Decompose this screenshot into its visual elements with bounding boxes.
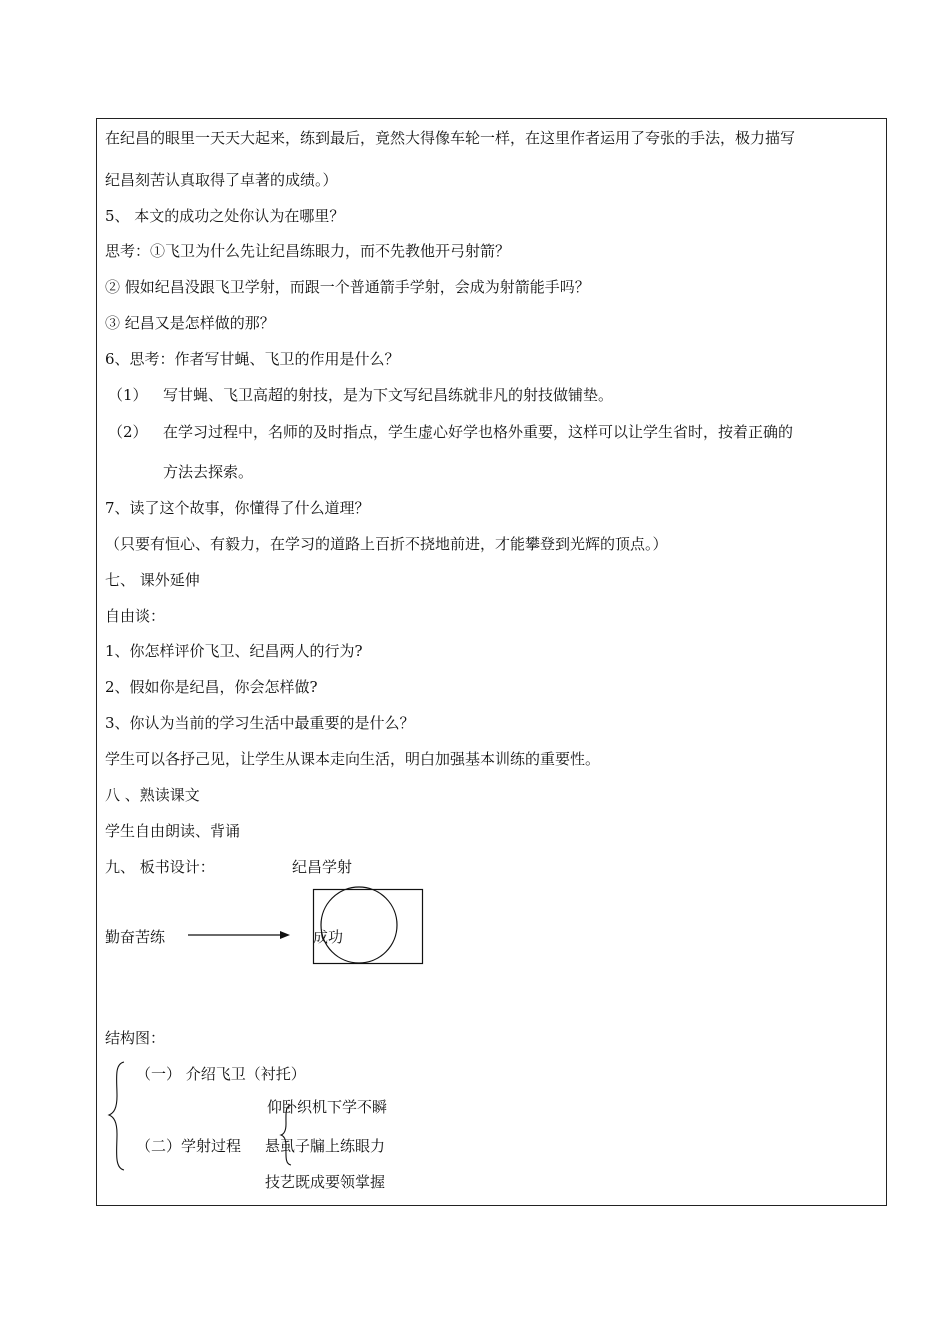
section-heading: 七、 课外延伸	[105, 571, 200, 589]
text-line: 学生自由朗读、背诵	[105, 822, 241, 840]
list-item: 写甘蝇、飞卫高超的射技，是为下文写纪昌练就非凡的射技做铺垫。	[163, 386, 614, 404]
structure-part-1: （一） 介绍飞卫（衬托）	[136, 1065, 306, 1083]
think-line: ③ 纪昌又是怎样做的那？	[105, 314, 275, 332]
think-line: 思考：①飞卫为什么先让纪昌练眼力，而不先教他开弓射箭？	[105, 242, 511, 260]
arrow-head-icon	[280, 931, 290, 939]
text-line: 在纪昌的眼里一天天大起来，练到最后，竟然大得像车轮一样，在这里作者运用了夸张的手法，极力描写	[105, 129, 796, 147]
list-marker: （2）	[108, 423, 148, 441]
large-brace-icon	[109, 1062, 124, 1170]
structure-step: 悬虱子牖上练眼力	[265, 1137, 386, 1155]
structure-part-2: （二）学射过程	[136, 1137, 242, 1155]
text-line: 2、假如你是纪昌，你会怎样做?	[105, 678, 318, 696]
board-left-label: 勤奋苦练	[105, 928, 166, 946]
question-5: 5、 本文的成功之处你认为在哪里？	[105, 207, 345, 225]
structure-step: 仰卧织机下学不瞬	[267, 1098, 388, 1116]
list-item: 在学习过程中，名师的及时指点，学生虚心好学也格外重要，这样可以让学生省时，按着正确的	[163, 423, 794, 441]
think-line: ② 假如纪昌没跟飞卫学射，而跟一个普通箭手学射，会成为射箭能手吗？	[105, 278, 590, 296]
question-6: 6、思考：作者写甘蝇、飞卫的作用是什么？	[105, 350, 400, 368]
question-7: 7、读了这个故事，你懂得了什么道理？	[105, 499, 370, 517]
list-marker: （1）	[108, 386, 148, 404]
answer-line: （只要有恒心、有毅力，在学习的道路上百折不挠地前进，才能攀登到光辉的顶点。）	[105, 535, 668, 553]
structure-heading: 结构图：	[105, 1029, 166, 1047]
section-heading: 八 、熟读课文	[105, 786, 200, 804]
board-circle	[321, 887, 397, 963]
structure-step: 技艺既成要领掌握	[265, 1173, 386, 1191]
board-right-label: 成功	[313, 928, 344, 946]
board-heading: 九、 板书设计：	[105, 858, 215, 876]
board-title: 纪昌学射	[292, 858, 353, 876]
text-line: 学生可以各抒己见，让学生从课本走向生活，明白加强基本训练的重要性。	[105, 750, 601, 768]
text-line: 3、你认为当前的学习生活中最重要的是什么？	[105, 714, 415, 732]
text-line: 纪昌刻苦认真取得了卓著的成绩。）	[105, 171, 338, 189]
list-item-continuation: 方法去探索。	[163, 463, 254, 481]
text-line: 自由谈：	[105, 607, 166, 625]
text-line: 1、你怎样评价飞卫、纪昌两人的行为?	[105, 642, 363, 660]
